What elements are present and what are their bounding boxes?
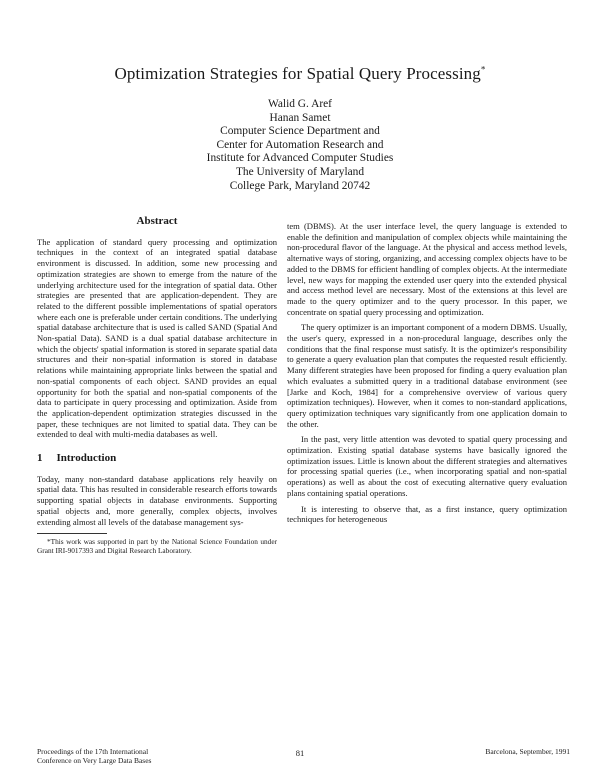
body-paragraph: It is interesting to observe that, as a first instance, query optimization techniques for heterogeneous [287, 503, 567, 525]
body-paragraph: The query optimizer is an important component of a modern DBMS. Usually, the user's query, expressed in a non-procedural language, describes only the conditions that the final response must satisfy. It is the optimizer's responsibility to generate a query evaluation plan that computes the requested result efficiently. Many different strategies have been proposed for finding a query evaluation plan which evaluates a submitted query in a traditional database environment (see [Jarke and Koch, 1984] for a comprehensive overview of various query optimization techniques). However, when it comes to non-standard applications, query optimization techniques vary significantly from one application domain to the other. [287, 322, 567, 429]
affiliation-line: Center for Automation Research and [216, 138, 384, 151]
author-name: Hanan Samet [269, 111, 331, 124]
body-paragraph: tem (DBMS). At the user interface level, the query language is extended to enable the definition and manipulation of complex objects while maintaining the non-procedural flavor of the language. At the physical and access method levels, alternative ways of storing, organizing, and accessing complex objects have to be added to the DBMS for efficient handling of complex objects. At the intermediate level, new ways for mapping the extended user query into the extended physical and access method level are necessary. Most of the extensions at this level are made to the query optimizer and to the query processor. In this paper, we concentrate on spatial query processing and optimization. [287, 221, 567, 317]
affiliation-line: College Park, Maryland 20742 [229, 179, 371, 192]
paper-title: Optimization Strategies for Spatial Query Processing [114, 64, 481, 83]
author-name: Walid G. Aref [268, 98, 332, 110]
title-footnote-marker: * [480, 64, 486, 75]
section-heading-introduction [37, 453, 277, 464]
abstract-heading: Abstract [136, 215, 178, 227]
footnote: *This work was supported in part by the National Science Foundation under Grant IRI-9017393 and Digital Research Laboratory. [37, 537, 277, 556]
affiliation-line: Computer Science Department and [220, 125, 380, 138]
affiliation-line: The University of Maryland [235, 165, 365, 178]
introduction-text: Today, many non-standard database applications rely heavily on spatial data. This has resulted in considerable research efforts towards supporting spatial objects in database environments. Supporting spatial objects and, more generally, complex objects, involves extending almost all levels of the database management sys- [37, 473, 277, 527]
footer-venue-line: Proceedings of the 17th International [37, 747, 149, 756]
affiliation-line: Institute for Advanced Computer Studies [206, 152, 394, 165]
footer-location-date: Barcelona, September, 1991 [485, 747, 570, 756]
footer-venue-line: Conference on Very Large Data Bases [37, 756, 152, 765]
abstract-text: The application of standard query processing and optimization techniques in the context of an integrated spatial database environment is discussed. In addition, some new processing and optimization strategies are shown to emerge from the nature of the underlying architecture used for the integration of spatial data. Other strategies are presented that are application-dependent. They are related to the different possible implementations of spatial operators where each one is preferable under certain conditions. The underlying spatial database architecture that is used is called SAND (Spatial And Non-spatial Data). SAND is a dual spatial database architecture in which the objects' spatial information is stored in separate spatial data structures and their non-spatial information is stored in database relations while maintaining appropriate links between the spatial and non-spatial components of each object. SAND provides an equal opportunity for both the spatial and non-spatial components of the data to participate in query processing and optimization. Aside from the application-dependent optimization strategies discussed in the paper, these techniques are not limited to spatial data. They can be extended to deal with multi-media databases as well. [37, 236, 277, 440]
left-column [37, 216, 277, 555]
footnote-divider [37, 533, 107, 534]
page-number: 81 [295, 748, 305, 758]
author-block [0, 98, 600, 193]
footer-venue [37, 747, 237, 765]
body-paragraph: In the past, very little attention was devoted to spatial query processing and optimization. Existing spatial database systems have basically ignored the optimization issues. Little is known about the different strategies and alternatives for processing spatial queries (i.e., when incorporating spatial and non-spatial operations) as well as about the cost of executing alternative query evaluation plans containing spatial operations. [287, 434, 567, 498]
section-number: 1 [37, 452, 43, 465]
section-title: Introduction [56, 452, 117, 465]
right-column [287, 221, 567, 525]
paper-title-block [0, 64, 600, 84]
